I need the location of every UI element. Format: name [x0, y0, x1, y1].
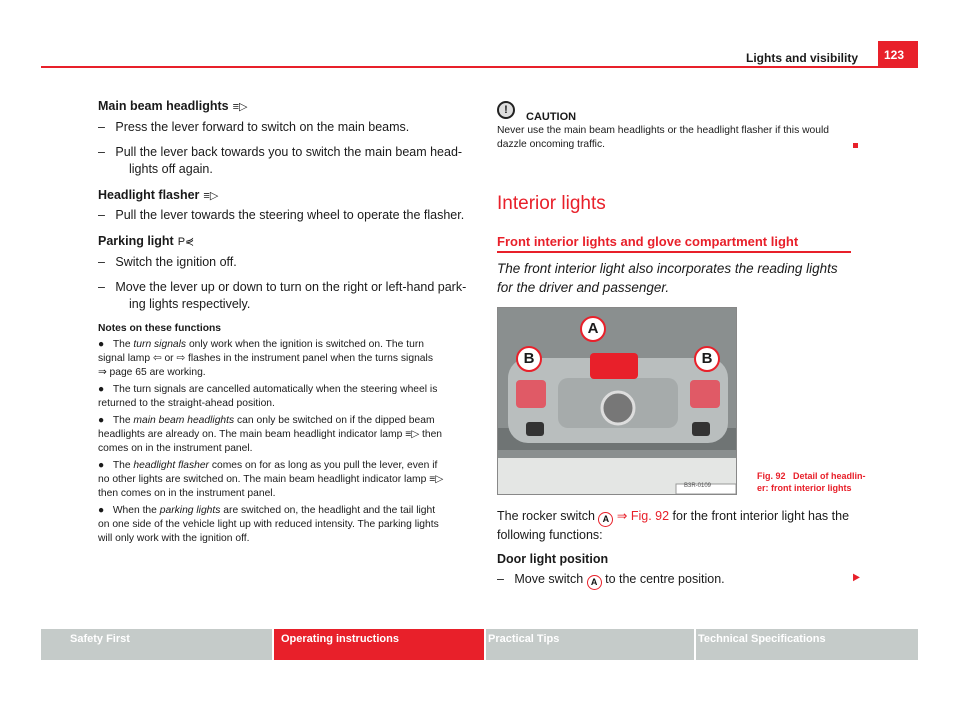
list-item: – Move switch A to the centre position. — [497, 571, 725, 590]
note-bullet: ● The turn signals are cancelled automatically when the steering wheel is returned to the straight-ahead position. — [98, 384, 438, 409]
item-text: ing lights respectively. — [129, 297, 251, 311]
item-text: Press the lever forward to switch on the main beams. — [115, 120, 410, 134]
heading-text: Parking light — [98, 234, 174, 248]
heading-text: Main beam headlights — [98, 99, 229, 113]
end-marker — [853, 143, 858, 148]
main-beam-heading — [98, 98, 247, 116]
notes-list — [98, 338, 478, 546]
figure-label-b-left: B — [516, 346, 542, 372]
page-link[interactable]: ⇒ page 65 are working. — [98, 367, 206, 378]
main-beam-icon: ≡▷ — [429, 474, 444, 485]
main-beam-icon: ≡▷ — [232, 101, 248, 113]
headliner-illustration — [498, 308, 737, 495]
continue-arrow-icon: ▶ — [853, 572, 860, 583]
body-paragraph: The rocker switch A ⇒ Fig. 92 for the front interior light has the following functions: — [497, 509, 850, 542]
subsection-title: Front interior lights and glove compartment light — [497, 234, 799, 249]
caution-title: CAUTION — [526, 111, 577, 123]
list-item: – Switch the ignition off. — [98, 255, 237, 269]
item-text: lights off again. — [129, 162, 213, 176]
caution-text: Never use the main beam headlights or the headlight flasher if this would dazzle oncoming traffic. — [497, 125, 829, 150]
note-bullet: ● The main beam headlights can only be switched on if the dipped beam headlights are already on. The main beam headlight indicator lamp ≡▷ then comes on in the instrument panel. — [98, 415, 443, 454]
tab-safety-first[interactable]: Safety First — [41, 629, 272, 660]
item-text: Move the lever up or down to turn on the right or left-hand park- — [115, 280, 467, 294]
flasher-heading — [98, 187, 218, 205]
tab-operating-instructions[interactable]: Operating instructions — [274, 629, 484, 660]
item-text: Switch the ignition off. — [115, 255, 237, 269]
switch-a-marker: A — [587, 575, 602, 590]
item-text: Pull the lever towards the steering wheel to operate the flasher. — [115, 208, 465, 222]
figure-label-a: A — [580, 316, 606, 342]
section-title: Interior lights — [497, 193, 606, 214]
note-bullet: ● When the parking lights are switched on, the headlight and the tail light on one side of the vehicle light up with reduced intensity. The parking lights will only work with the ignition off. — [98, 505, 439, 544]
subsection-rule — [497, 251, 851, 253]
tab-technical-specifications[interactable]: Technical Specifications — [696, 629, 918, 660]
list-item: – Move the lever up or down to turn on the right or left-hand park- ing lights respectively. — [98, 280, 467, 311]
notes-heading: Notes on these functions — [98, 323, 221, 334]
figure-92 — [497, 307, 737, 495]
main-beam-icon: ≡▷ — [405, 429, 420, 440]
switch-a-marker: A — [598, 512, 613, 527]
item-text: Pull the lever back towards you to switch the main beam head- — [115, 145, 463, 159]
figure-caption: Fig. 92 Detail of headlin- er: front interior lights — [757, 471, 866, 493]
main-beam-icon: ≡▷ — [203, 190, 219, 202]
tab-practical-tips[interactable]: Practical Tips — [486, 629, 694, 660]
figure-label-b-right: B — [694, 346, 720, 372]
list-item: – Pull the lever towards the steering wheel to operate the flasher. — [98, 208, 465, 222]
door-light-heading: Door light position — [497, 552, 609, 566]
figure-link[interactable]: ⇒ Fig. 92 — [616, 509, 670, 523]
list-item: – Press the lever forward to switch on the main beams. — [98, 120, 410, 134]
header-section-title: Lights and visibility — [746, 51, 859, 65]
note-bullet: ● The headlight flasher comes on for as long as you pull the lever, even if no other lights are switched on. The main beam headlight indicator lamp ≡▷ then comes on in the instrument panel. — [98, 460, 444, 499]
parking-light-icon: P⋞ — [177, 236, 195, 248]
page-number: 123 — [878, 41, 918, 68]
list-item: – Pull the lever back towards you to switch the main beam head- lights off again. — [98, 145, 463, 176]
note-bullet: ● The turn signals only work when the ignition is switched on. The turn signal lamp ⇦ or ⇨ flashes in the instrument panel when the turns signals ⇒ page 65 are working. — [98, 339, 433, 378]
heading-text: Headlight flasher — [98, 188, 200, 202]
intro-text: The front interior light also incorporates the reading lights for the driver and passenger. — [497, 261, 838, 295]
turn-right-icon: ⇨ — [176, 353, 186, 364]
parking-heading — [98, 233, 194, 251]
figure-code: B3R-0109 — [684, 483, 712, 489]
caution-icon: ! — [497, 101, 515, 119]
turn-left-icon: ⇦ — [152, 353, 162, 364]
